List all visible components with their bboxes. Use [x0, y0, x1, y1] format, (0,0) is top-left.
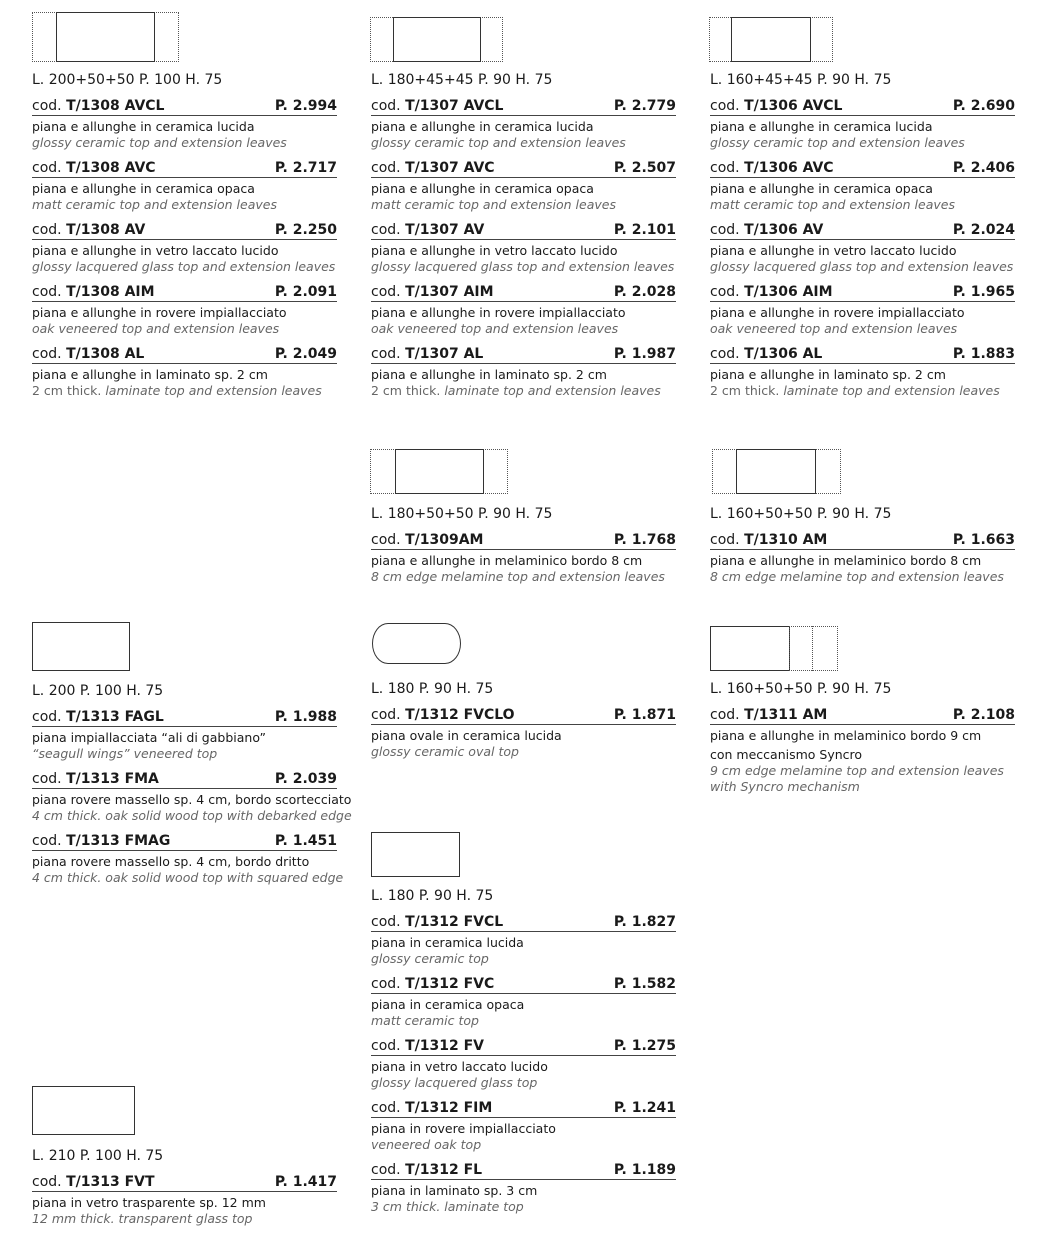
english-description-text: glossy ceramic top: [371, 951, 489, 966]
product-code-line: [32, 771, 159, 787]
code-prefix: cod.: [32, 346, 67, 362]
product-item: [371, 98, 676, 151]
product-code-line: [32, 709, 164, 725]
english-description-text: glossy lacquered glass top and extension leaves: [710, 259, 1014, 274]
dimensions-label: L. 200+50+50 P. 100 H. 75: [32, 72, 223, 88]
english-description: [710, 259, 1015, 275]
table-top-outline: [736, 449, 816, 494]
product-code: T/1313 FMA: [66, 771, 159, 787]
english-description: [371, 569, 676, 585]
english-description: [32, 197, 337, 213]
english-description: [32, 259, 337, 275]
product-code-line: [32, 98, 164, 114]
product-item: [371, 1038, 676, 1091]
product-code: T/1306 AV: [744, 222, 824, 238]
product-code-line: [32, 222, 145, 238]
group-t1311: [710, 681, 1015, 804]
product-code: T/1308 AVC: [66, 160, 156, 176]
product-code-line: [32, 284, 155, 300]
code-prefix: cod.: [371, 532, 406, 548]
english-description-line2: with Syncro mechanism: [710, 779, 860, 794]
product-code-line: [371, 1162, 482, 1178]
product-item: [371, 160, 676, 213]
product-price: P. 1.582: [613, 976, 676, 992]
oval-table-diagram: [372, 623, 461, 664]
english-description: [371, 951, 676, 967]
product-code-line: [371, 284, 494, 300]
italian-description: piana e allunghe in ceramica lucida: [710, 119, 933, 134]
product-price: P. 1.965: [952, 284, 1015, 300]
product-code: T/1311 AM: [744, 707, 828, 723]
english-description: [371, 1013, 676, 1029]
english-description-text: laminate top and extension leaves: [444, 383, 661, 398]
product-code-line: [371, 160, 495, 176]
italian-description: piana e allunghe in laminato sp. 2 cm: [710, 367, 946, 382]
product-price: P. 1.275: [613, 1038, 676, 1054]
english-description: [371, 197, 676, 213]
english-description-text: 4 cm thick. oak solid wood top with debarked edge: [32, 808, 352, 823]
italian-description: piana in rovere impiallacciato: [371, 1121, 556, 1136]
product-item: [32, 1174, 337, 1227]
dimensions-label: L. 210 P. 100 H. 75: [32, 1148, 164, 1164]
product-code: T/1308 AL: [66, 346, 145, 362]
product-code-line: [371, 346, 483, 362]
english-description-text: matt ceramic top and extension leaves: [32, 197, 277, 212]
italian-description: piana rovere massello sp. 4 cm, bordo scortecciato: [32, 792, 352, 807]
dimensions-label: L. 200 P. 100 H. 75: [32, 683, 164, 699]
english-description-text: 8 cm edge melamine top and extension leaves: [710, 569, 1004, 584]
code-prefix: cod.: [371, 1162, 406, 1178]
italian-description: piana e allunghe in ceramica opaca: [371, 181, 594, 196]
english-description-text: 4 cm thick. oak solid wood top with squared edge: [32, 870, 344, 885]
english-description: [32, 135, 337, 151]
english-description-text: glossy lacquered glass top: [371, 1075, 538, 1090]
english-description-text: 8 cm edge melamine top and extension leaves: [371, 569, 665, 584]
product-price: P. 2.108: [952, 707, 1015, 723]
english-description-text: matt ceramic top: [371, 1013, 479, 1028]
product-code-row: [710, 98, 1015, 116]
dimensions-label: L. 160+50+50 P. 90 H. 75: [710, 506, 892, 522]
code-prefix: cod.: [32, 160, 67, 176]
product-code: T/1307 AVC: [405, 160, 495, 176]
italian-description: piana e allunghe in vetro laccato lucido: [710, 243, 957, 258]
product-item: [32, 833, 344, 886]
italian-description: piana in vetro laccato lucido: [371, 1059, 548, 1074]
product-code-line: [710, 707, 827, 723]
table-top-outline: [731, 17, 811, 62]
product-code-row: [32, 1174, 337, 1192]
english-description-text: glossy lacquered glass top and extension leaves: [371, 259, 675, 274]
product-code-row: [32, 284, 337, 302]
group-t1310: [710, 506, 1015, 594]
italian-description: piana e allunghe in melaminico bordo 8 cm: [371, 553, 643, 568]
product-item: [371, 532, 676, 585]
product-code-row: [32, 346, 337, 364]
english-description-text: 3 cm thick. laminate top: [371, 1199, 524, 1214]
product-code-line: [710, 222, 823, 238]
product-code: T/1307 AV: [405, 222, 485, 238]
italian-description: piana e allunghe in melaminico bordo 9 cm: [710, 728, 982, 743]
product-code-row: [371, 160, 676, 178]
product-item: [710, 346, 1015, 399]
product-code-row: [710, 707, 1015, 725]
code-prefix: cod.: [32, 284, 67, 300]
product-price: P. 1.768: [613, 532, 676, 548]
italian-description: piana in ceramica lucida: [371, 935, 524, 950]
dimensions-label: L. 180+45+45 P. 90 H. 75: [371, 72, 553, 88]
english-description: [32, 383, 337, 399]
italian-description: piana e allunghe in ceramica opaca: [710, 181, 933, 196]
table-top-outline: [395, 449, 484, 494]
product-price: P. 1.883: [952, 346, 1015, 362]
code-prefix: cod.: [371, 98, 406, 114]
syncro-extension-diagram: [789, 626, 838, 671]
english-description-text: glossy ceramic oval top: [371, 744, 519, 759]
product-code: T/1306 AL: [744, 346, 823, 362]
product-price: P. 2.049: [274, 346, 337, 362]
product-code-line: [710, 284, 833, 300]
product-price: P. 1.417: [274, 1174, 337, 1190]
product-price: P. 1.988: [274, 709, 337, 725]
english-description: [710, 569, 1015, 585]
product-code-row: [371, 976, 676, 994]
product-code: T/1312 FL: [405, 1162, 483, 1178]
group-t1313: [32, 683, 352, 895]
code-prefix: cod.: [371, 284, 406, 300]
italian-description: piana e allunghe in rovere impiallacciato: [371, 305, 626, 320]
code-prefix: cod.: [710, 532, 745, 548]
code-prefix: cod.: [710, 346, 745, 362]
group-t1307: [371, 72, 676, 408]
code-prefix: cod.: [32, 1174, 67, 1190]
product-code: T/1307 AVCL: [405, 98, 504, 114]
italian-description: piana e allunghe in melaminico bordo 8 cm: [710, 553, 982, 568]
product-code: T/1313 FMAG: [66, 833, 171, 849]
product-code: T/1310 AM: [744, 532, 828, 548]
product-price: P. 1.663: [952, 532, 1015, 548]
code-prefix: cod.: [371, 160, 406, 176]
product-code-line: [371, 914, 503, 930]
code-prefix: cod.: [32, 222, 67, 238]
italian-description: piana impiallacciata “ali di gabbiano”: [32, 730, 266, 745]
product-price: P. 1.189: [613, 1162, 676, 1178]
product-item: [710, 160, 1015, 213]
product-price: P. 2.028: [613, 284, 676, 300]
english-description: [710, 135, 1015, 151]
syncro-extension-divider: [812, 626, 813, 671]
table-top-outline: [56, 12, 155, 62]
product-code-line: [371, 976, 494, 992]
group-t1306: [710, 72, 1015, 408]
code-prefix: cod.: [371, 1038, 406, 1054]
product-item: [32, 284, 337, 337]
product-price: P. 2.406: [952, 160, 1015, 176]
english-description-text: glossy ceramic top and extension leaves: [710, 135, 965, 150]
product-price: P. 1.871: [613, 707, 676, 723]
product-code-row: [32, 98, 337, 116]
product-code-row: [371, 1038, 676, 1056]
english-description: [32, 808, 352, 824]
english-description: [32, 746, 337, 762]
code-prefix: cod.: [710, 160, 745, 176]
italian-description: piana e allunghe in ceramica opaca: [32, 181, 255, 196]
product-price: P. 1.827: [613, 914, 676, 930]
product-code: T/1312 FVC: [405, 976, 495, 992]
english-description: [710, 763, 1015, 779]
table-top-outline: [393, 17, 481, 62]
italian-description: piana e allunghe in rovere impiallacciato: [710, 305, 965, 320]
product-code-row: [371, 222, 676, 240]
product-item: [371, 346, 676, 399]
product-code: T/1306 AVCL: [744, 98, 843, 114]
product-code-row: [371, 914, 676, 932]
italian-description: piana e allunghe in vetro laccato lucido: [371, 243, 618, 258]
product-item: [371, 976, 676, 1029]
code-prefix: cod.: [710, 222, 745, 238]
rectangular-table-diagram: [32, 1086, 135, 1135]
code-prefix: cod.: [710, 284, 745, 300]
product-code-line: [371, 1100, 492, 1116]
english-description-text: oak veneered top and extension leaves: [32, 321, 280, 336]
product-code: T/1308 AIM: [66, 284, 155, 300]
italian-description-line2: con meccanismo Syncro: [710, 747, 863, 762]
group-t1312-oval: [371, 681, 676, 769]
english-description: [371, 135, 676, 151]
english-description-prefix: 2 cm thick.: [710, 383, 784, 398]
english-description-text: 9 cm edge melamine top and extension leaves: [710, 763, 1004, 778]
product-item: [710, 222, 1015, 275]
product-price: P. 1.241: [613, 1100, 676, 1116]
product-item: [371, 914, 676, 967]
product-code-line: [371, 1038, 484, 1054]
product-code-line: [32, 833, 170, 849]
italian-description: piana in ceramica opaca: [371, 997, 525, 1012]
product-code-line: [32, 160, 156, 176]
product-code: T/1312 FV: [405, 1038, 484, 1054]
product-price: P. 1.987: [613, 346, 676, 362]
english-description-text: glossy lacquered glass top and extension leaves: [32, 259, 336, 274]
group-t1309: [371, 506, 676, 594]
english-description: [710, 321, 1015, 337]
italian-description: piana e allunghe in ceramica lucida: [32, 119, 255, 134]
product-code-line: [371, 98, 503, 114]
code-prefix: cod.: [371, 707, 406, 723]
product-code-row: [371, 1162, 676, 1180]
english-description-text: veneered oak top: [371, 1137, 482, 1152]
product-code-row: [710, 346, 1015, 364]
english-description: [371, 321, 676, 337]
product-code-row: [32, 222, 337, 240]
dimensions-label: L. 160+45+45 P. 90 H. 75: [710, 72, 892, 88]
product-code-row: [371, 346, 676, 364]
product-price: P. 2.690: [952, 98, 1015, 114]
english-description: [32, 870, 344, 886]
rectangular-table-diagram: [371, 832, 460, 877]
product-code-line: [371, 707, 515, 723]
english-description-text: oak veneered top and extension leaves: [710, 321, 958, 336]
product-item: [371, 707, 676, 760]
product-code-row: [710, 284, 1015, 302]
english-description-prefix: 2 cm thick.: [371, 383, 445, 398]
english-description: [710, 383, 1015, 399]
product-code-row: [710, 222, 1015, 240]
italian-description: piana e allunghe in ceramica lucida: [371, 119, 594, 134]
english-description-text: “seagull wings” veneered top: [32, 746, 218, 761]
product-price: P. 2.024: [952, 222, 1015, 238]
product-code: T/1313 FVT: [66, 1174, 155, 1190]
product-code: T/1313 FAGL: [66, 709, 164, 725]
syncro-table-top-outline: [710, 626, 790, 671]
english-description: [710, 197, 1015, 213]
product-code: T/1312 FVCLO: [405, 707, 515, 723]
product-code-line: [32, 346, 144, 362]
italian-description: piana ovale in ceramica lucida: [371, 728, 562, 743]
product-price: P. 2.101: [613, 222, 676, 238]
product-code-line: [710, 532, 827, 548]
product-item: [32, 709, 337, 762]
product-price: P. 1.451: [274, 833, 337, 849]
product-item: [710, 532, 1015, 585]
product-code-line: [710, 160, 834, 176]
product-code-line: [371, 532, 483, 548]
english-description-text: glossy ceramic top and extension leaves: [32, 135, 287, 150]
english-description-text: oak veneered top and extension leaves: [371, 321, 619, 336]
product-code-row: [371, 98, 676, 116]
english-description-text: laminate top and extension leaves: [783, 383, 1000, 398]
dimensions-label: L. 180+50+50 P. 90 H. 75: [371, 506, 553, 522]
product-item: [32, 160, 337, 213]
italian-description: piana e allunghe in laminato sp. 2 cm: [32, 367, 268, 382]
english-description: [371, 1199, 676, 1215]
group-t1313-fvt: [32, 1148, 337, 1236]
code-prefix: cod.: [371, 346, 406, 362]
code-prefix: cod.: [371, 976, 406, 992]
product-code-row: [710, 532, 1015, 550]
product-code-line: [710, 346, 822, 362]
code-prefix: cod.: [710, 98, 745, 114]
product-item: [32, 98, 337, 151]
code-prefix: cod.: [371, 222, 406, 238]
product-price: P. 2.994: [274, 98, 337, 114]
product-code: T/1312 FVCL: [405, 914, 504, 930]
product-item: [710, 284, 1015, 337]
product-code: T/1308 AV: [66, 222, 146, 238]
product-code: T/1308 AVCL: [66, 98, 165, 114]
code-prefix: cod.: [371, 914, 406, 930]
italian-description: piana in vetro trasparente sp. 12 mm: [32, 1195, 266, 1210]
english-description-text: matt ceramic top and extension leaves: [710, 197, 955, 212]
english-description: [32, 321, 337, 337]
product-price: P. 2.779: [613, 98, 676, 114]
product-item: [710, 98, 1015, 151]
english-description-text: matt ceramic top and extension leaves: [371, 197, 616, 212]
code-prefix: cod.: [32, 833, 67, 849]
english-description: [371, 1137, 676, 1153]
product-price: P. 2.717: [274, 160, 337, 176]
product-price: P. 2.039: [274, 771, 337, 787]
product-item: [371, 1162, 676, 1215]
english-description-prefix: 2 cm thick.: [32, 383, 106, 398]
english-description: [371, 259, 676, 275]
dimensions-label: L. 180 P. 90 H. 75: [371, 681, 494, 697]
code-prefix: cod.: [710, 707, 745, 723]
product-price: P. 2.507: [613, 160, 676, 176]
product-code-row: [32, 771, 337, 789]
product-code: T/1307 AL: [405, 346, 484, 362]
product-code-row: [371, 284, 676, 302]
dimensions-label: L. 160+50+50 P. 90 H. 75: [710, 681, 892, 697]
code-prefix: cod.: [371, 1100, 406, 1116]
code-prefix: cod.: [32, 98, 67, 114]
product-code-line: [371, 222, 484, 238]
italian-description: piana rovere massello sp. 4 cm, bordo dritto: [32, 854, 310, 869]
code-prefix: cod.: [32, 771, 67, 787]
english-description: [371, 744, 676, 760]
product-code: T/1309AM: [405, 532, 484, 548]
product-code: T/1307 AIM: [405, 284, 494, 300]
product-item: [371, 284, 676, 337]
product-code-line: [32, 1174, 155, 1190]
product-code-row: [32, 160, 337, 178]
english-description: [371, 1075, 676, 1091]
product-code-row: [710, 160, 1015, 178]
italian-description: piana e allunghe in rovere impiallacciato: [32, 305, 287, 320]
product-item: [371, 222, 676, 275]
code-prefix: cod.: [32, 709, 67, 725]
dimensions-label: L. 180 P. 90 H. 75: [371, 888, 494, 904]
product-code-line: [710, 98, 842, 114]
product-code: T/1306 AVC: [744, 160, 834, 176]
product-code-row: [371, 707, 676, 725]
italian-description: piana e allunghe in laminato sp. 2 cm: [371, 367, 607, 382]
italian-description: piana e allunghe in vetro laccato lucido: [32, 243, 279, 258]
group-t1312: [371, 888, 676, 1224]
italian-description: piana in laminato sp. 3 cm: [371, 1183, 538, 1198]
product-price: P. 2.250: [274, 222, 337, 238]
product-code-row: [371, 1100, 676, 1118]
english-description-text: laminate top and extension leaves: [105, 383, 322, 398]
product-price: P. 2.091: [274, 284, 337, 300]
product-code-row: [371, 532, 676, 550]
rectangular-table-diagram: [32, 622, 130, 671]
english-description-text: 12 mm thick. transparent glass top: [32, 1211, 253, 1226]
product-code-row: [32, 833, 337, 851]
english-description: [32, 1211, 337, 1227]
product-item: [32, 222, 337, 275]
product-code-row: [32, 709, 337, 727]
product-item: [32, 771, 352, 824]
english-description: [371, 383, 676, 399]
product-item: [32, 346, 337, 399]
product-code: T/1312 FIM: [405, 1100, 493, 1116]
product-item: [710, 707, 1015, 795]
product-item: [371, 1100, 676, 1153]
english-description-text: glossy ceramic top and extension leaves: [371, 135, 626, 150]
group-t1308: [32, 72, 337, 408]
product-code: T/1306 AIM: [744, 284, 833, 300]
